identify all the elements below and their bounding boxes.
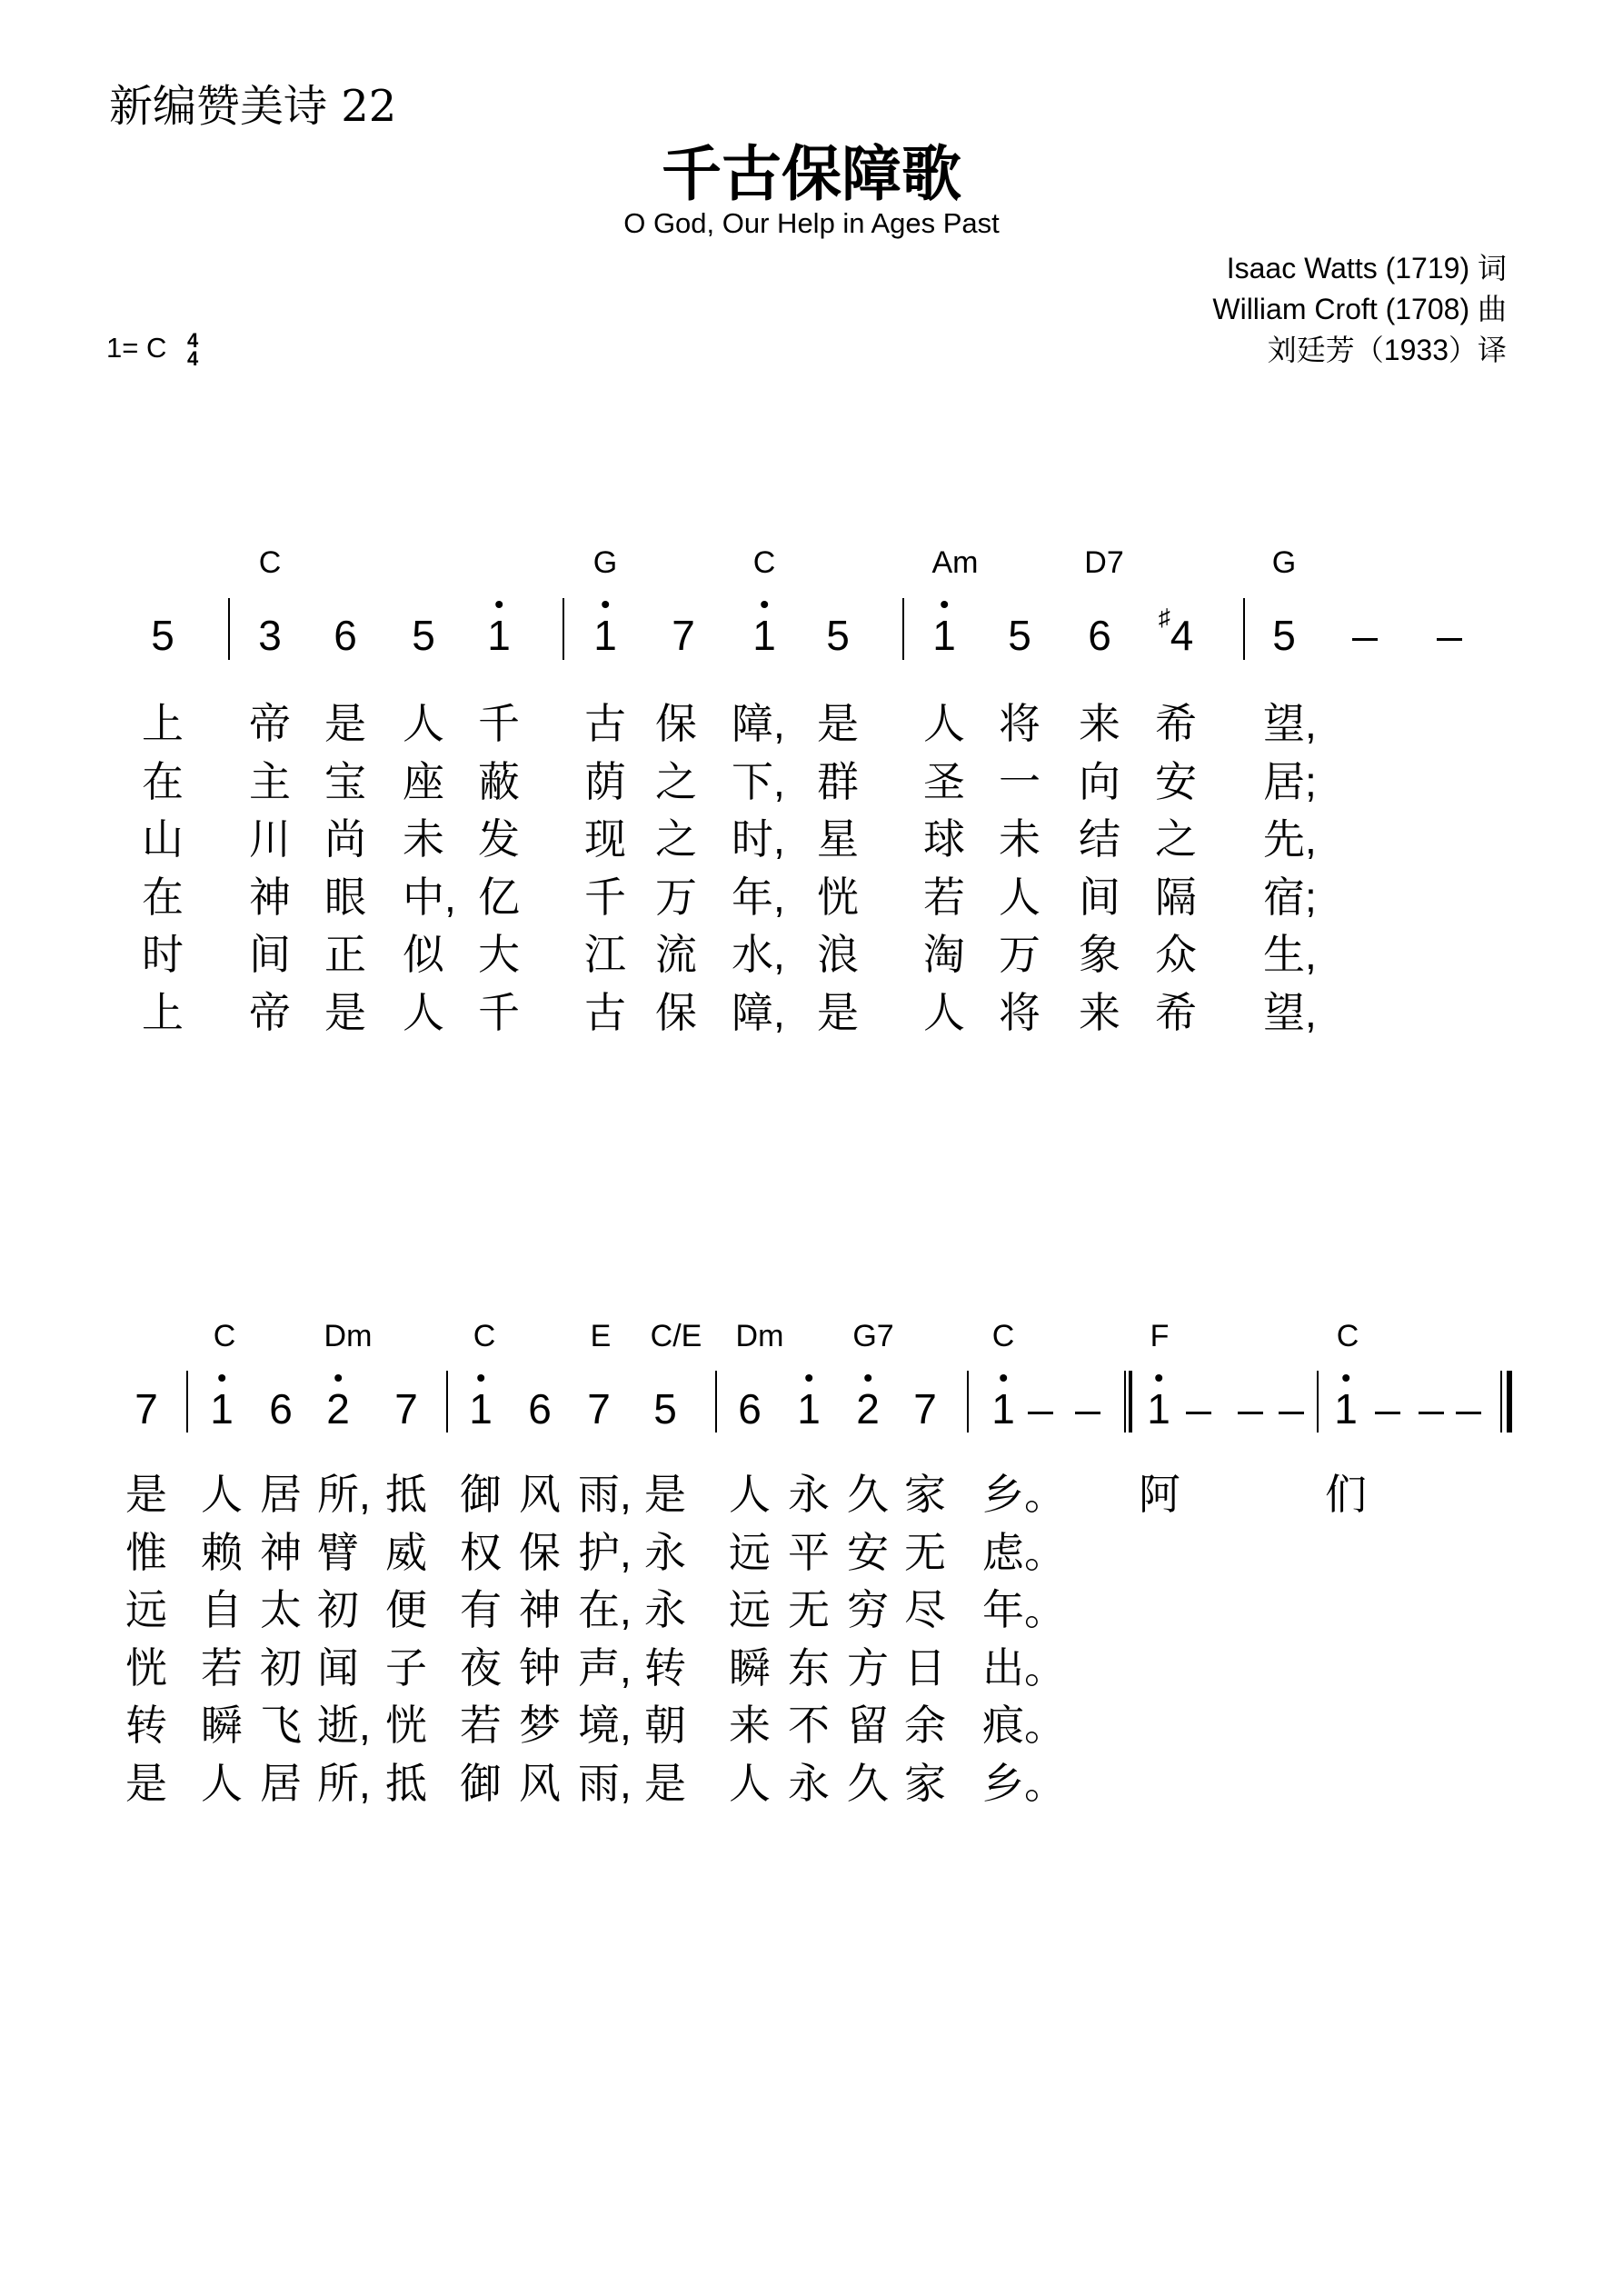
lyric-syllable: 抵 — [385, 1759, 427, 1807]
hold-dash — [1238, 1412, 1263, 1414]
lyric-syllable: 球 — [923, 815, 965, 863]
lyric-syllable: 御 — [460, 1471, 502, 1518]
note-digit: 1 — [752, 612, 776, 659]
chord-symbol: C — [1336, 1319, 1359, 1353]
high-octave-dot — [805, 1374, 812, 1382]
time-signature — [186, 329, 199, 370]
chord-symbol: D7 — [1084, 545, 1124, 580]
lyric-syllable: 永 — [644, 1586, 686, 1633]
lyric-syllable: 梦 — [519, 1702, 561, 1749]
lyric-syllable: 间 — [249, 931, 291, 978]
lyric-syllable: 古 — [584, 700, 626, 747]
final-barline — [1500, 1371, 1502, 1433]
hold-dash — [1437, 638, 1462, 641]
final-barline-thick — [1507, 1371, 1512, 1433]
lyric-syllable: 圣 — [923, 757, 965, 805]
note — [334, 611, 357, 660]
barline — [563, 598, 564, 660]
note — [151, 611, 174, 660]
lyric-syllable: 淘 — [923, 931, 965, 978]
lyric-syllable: 向 — [1079, 757, 1120, 805]
note-digit: 5 — [151, 612, 174, 659]
high-octave-dot — [761, 601, 768, 608]
lyric-syllable: 境, — [578, 1702, 632, 1749]
lyric-syllable: 希 — [1155, 988, 1197, 1036]
note — [653, 1384, 677, 1433]
lyric-syllable: 家 — [904, 1471, 946, 1518]
lyric-syllable: 人 — [403, 700, 444, 747]
key-label: 1= C — [106, 332, 167, 364]
note — [932, 611, 956, 660]
note — [738, 1384, 762, 1433]
lyric-syllable: 雨, — [578, 1759, 632, 1807]
note — [487, 611, 511, 660]
lyric-syllable: 护, — [578, 1528, 632, 1576]
note — [326, 1384, 350, 1433]
note — [269, 1384, 293, 1433]
lyric-syllable: 生, — [1263, 931, 1317, 978]
lyric-syllable: 是 — [125, 1471, 167, 1518]
barline — [186, 1371, 188, 1433]
lyric-syllable: 先, — [1263, 815, 1317, 863]
lyric-syllable: 子 — [385, 1643, 427, 1692]
lyric-syllable: 所, — [317, 1759, 371, 1807]
note-digit: 7 — [587, 1385, 611, 1433]
lyric-syllable: 上 — [142, 988, 184, 1036]
note-digit: 6 — [1088, 612, 1111, 659]
chord-symbol: C — [473, 1319, 496, 1353]
lyric-syllable: 之 — [655, 757, 697, 805]
note — [1272, 611, 1296, 660]
lyric-syllable: 久 — [847, 1759, 889, 1807]
lyric-syllable: 时, — [732, 815, 785, 863]
lyric-syllable: 转 — [644, 1643, 686, 1692]
high-octave-dot — [602, 601, 609, 608]
high-octave-dot — [941, 601, 948, 608]
chord-symbol: G — [592, 545, 618, 580]
lyric-syllable: 人 — [729, 1471, 771, 1518]
lyric-syllable: 风 — [519, 1759, 561, 1807]
lyric-syllable: 居; — [1263, 757, 1317, 805]
lyric-syllable: 帝 — [249, 988, 291, 1036]
lyric-syllable: 一 — [999, 757, 1041, 805]
note — [593, 611, 617, 660]
lyric-syllable: 余 — [904, 1702, 946, 1749]
lyric-syllable: 隔 — [1155, 873, 1197, 921]
hold-dash — [1186, 1412, 1211, 1414]
lyric-syllable: 穷 — [847, 1586, 889, 1633]
high-octave-dot — [864, 1374, 871, 1382]
lyric-syllable: 若 — [201, 1643, 243, 1692]
note — [826, 611, 850, 660]
lyric-syllable: 飞 — [260, 1702, 302, 1749]
lyric-syllable: 未 — [403, 815, 444, 863]
lyric-syllable: 正 — [324, 931, 366, 978]
lyric-syllable: 居 — [260, 1471, 302, 1518]
note-digit: 7 — [394, 1385, 418, 1433]
note — [528, 1384, 552, 1433]
lyric-syllable: 来 — [729, 1702, 771, 1749]
lyric-syllable: 人 — [923, 988, 965, 1036]
hold-dash — [1456, 1412, 1481, 1414]
chord-symbol: F — [1150, 1319, 1170, 1353]
lyric-syllable: 来 — [1079, 700, 1120, 747]
lyric-syllable: 久 — [847, 1471, 889, 1518]
lyric-syllable: 中, — [403, 873, 456, 921]
lyric-syllable: 恍 — [817, 873, 859, 921]
lyric-syllable: 永 — [788, 1759, 830, 1807]
high-octave-dot — [495, 601, 503, 608]
lyric-syllable: 出。 — [982, 1643, 1066, 1692]
chord-symbol: Dm — [735, 1319, 784, 1353]
lyric-syllable: 乡。 — [982, 1471, 1066, 1518]
note — [991, 1384, 1015, 1433]
lyric-syllable: 千 — [478, 988, 520, 1036]
lyric-syllable: 水, — [732, 931, 785, 978]
note-digit: 2 — [326, 1385, 350, 1433]
barline — [1317, 1371, 1319, 1433]
note — [469, 1384, 493, 1433]
lyric-syllable: 将 — [999, 988, 1041, 1036]
lyric-syllable: 在 — [142, 757, 184, 805]
lyric-syllable: 浪 — [817, 931, 859, 978]
lyric-syllable: 安 — [847, 1528, 889, 1576]
lyric-syllable: 帝 — [249, 700, 291, 747]
lyric-syllable: 群 — [817, 757, 859, 805]
chord-symbol: Am — [931, 545, 979, 580]
barline — [1243, 598, 1245, 660]
chord-symbol: G7 — [852, 1319, 894, 1353]
lyric-syllable: 不 — [788, 1702, 830, 1749]
chord-symbol: E — [590, 1319, 612, 1353]
lyric-syllable: 有 — [460, 1586, 502, 1633]
lyric-syllable: 神 — [260, 1528, 302, 1576]
lyric-syllable: 在 — [142, 873, 184, 921]
lyric-syllable: 上 — [142, 700, 184, 747]
chord-symbol: Dm — [324, 1319, 373, 1353]
note — [1158, 604, 1194, 660]
lyric-syllable: 亿 — [478, 873, 520, 921]
lyric-syllable: 来 — [1079, 988, 1120, 1036]
lyric-syllable: 们 — [1325, 1471, 1367, 1518]
note-digit: 5 — [1272, 612, 1296, 659]
lyric-syllable: 象 — [1079, 931, 1120, 978]
lyric-syllable: 保 — [655, 988, 697, 1036]
lyric-syllable: 初 — [260, 1643, 302, 1692]
lyric-syllable: 远 — [729, 1528, 771, 1576]
hold-dash — [1028, 1412, 1053, 1414]
note-digit: 1 — [932, 612, 956, 659]
lyric-syllable: 宝 — [324, 757, 366, 805]
lyric-syllable: 虑。 — [982, 1528, 1066, 1576]
hold-dash — [1419, 1412, 1444, 1414]
lyric-syllable: 望, — [1263, 988, 1317, 1036]
barline — [715, 1371, 717, 1433]
lyric-syllable: 是 — [324, 700, 366, 747]
note-digit: 1 — [991, 1385, 1015, 1433]
lyric-syllable: 现 — [584, 815, 626, 863]
note — [752, 611, 776, 660]
barline — [228, 598, 230, 660]
note-digit: 1 — [210, 1385, 234, 1433]
lyric-syllable: 家 — [904, 1759, 946, 1807]
barline — [967, 1371, 969, 1433]
lyric-syllable: 众 — [1155, 931, 1197, 978]
lyric-syllable: 恍 — [125, 1643, 167, 1692]
lyric-syllable: 若 — [460, 1702, 502, 1749]
hold-dash — [1279, 1412, 1304, 1414]
note — [1088, 611, 1111, 660]
lyric-syllable: 钟 — [519, 1643, 561, 1692]
lyric-syllable: 平 — [788, 1528, 830, 1576]
high-octave-dot — [334, 1374, 342, 1382]
lyric-syllable: 江 — [584, 931, 626, 978]
note — [394, 1384, 418, 1433]
lyric-syllable: 似 — [403, 931, 444, 978]
chord-symbol: C — [752, 545, 776, 580]
double-barline — [1124, 1371, 1132, 1433]
lyric-syllable: 人 — [999, 873, 1041, 921]
lyric-syllable: 主 — [249, 757, 291, 805]
lyric-syllable: 雨, — [578, 1471, 632, 1518]
lyric-syllable: 是 — [817, 700, 859, 747]
lyric-syllable: 便 — [385, 1586, 427, 1633]
lyric-syllable: 是 — [125, 1759, 167, 1807]
lyric-syllable: 山 — [142, 815, 184, 863]
lyric-syllable: 方 — [847, 1643, 889, 1692]
lyric-syllable: 永 — [788, 1471, 830, 1518]
note — [210, 1384, 234, 1433]
hymn-subtitle: O God, Our Help in Ages Past — [623, 207, 1000, 239]
lyric-syllable: 所, — [317, 1471, 371, 1518]
time-top: 4 — [186, 329, 199, 352]
high-octave-dot — [1155, 1374, 1162, 1382]
lyric-syllable: 若 — [923, 873, 965, 921]
note-digit: 4 — [1170, 612, 1194, 659]
high-octave-dot — [1000, 1374, 1007, 1382]
barline — [902, 598, 904, 660]
lyric-syllable: 万 — [999, 931, 1041, 978]
lyric-syllable: 远 — [125, 1586, 167, 1633]
lyric-syllable: 下, — [732, 757, 785, 805]
lyric-syllable: 蔽 — [478, 757, 520, 805]
lyric-syllable: 保 — [519, 1528, 561, 1576]
lyric-syllable: 居 — [260, 1759, 302, 1807]
translator-credit: 刘廷芳（1933）译 — [1267, 334, 1507, 366]
lyric-syllable: 发 — [478, 815, 520, 863]
note-digit: 6 — [738, 1385, 762, 1433]
lyric-syllable: 时 — [142, 931, 184, 978]
lyric-syllable: 威 — [385, 1528, 427, 1576]
note-digit: 5 — [653, 1385, 677, 1433]
note-digit: 6 — [334, 612, 357, 659]
lyric-syllable: 未 — [999, 815, 1041, 863]
key-signature — [106, 329, 199, 370]
chord-symbol: C/E — [650, 1319, 702, 1353]
note — [672, 611, 695, 660]
high-octave-dot — [1342, 1374, 1349, 1382]
lyric-syllable: 声, — [578, 1643, 632, 1692]
note-digit: 5 — [1008, 612, 1031, 659]
lyric-syllable: 障, — [732, 988, 785, 1036]
note — [1147, 1384, 1170, 1433]
lyric-syllable: 安 — [1155, 757, 1197, 805]
lyric-syllable: 人 — [923, 700, 965, 747]
lyric-syllable: 权 — [460, 1528, 502, 1576]
high-octave-dot — [218, 1374, 225, 1382]
note-digit: 1 — [487, 612, 511, 659]
lyric-syllable: 抵 — [385, 1471, 427, 1518]
note-digit: 2 — [856, 1385, 880, 1433]
time-bottom: 4 — [186, 347, 199, 370]
lyric-syllable: 千 — [478, 700, 520, 747]
lyric-syllable: 荫 — [584, 757, 626, 805]
chord-symbol: G — [1271, 545, 1297, 580]
lyric-syllable: 臂 — [317, 1528, 359, 1576]
lyric-syllable: 保 — [655, 700, 697, 747]
note-digit: 5 — [412, 612, 435, 659]
note-digit: 6 — [528, 1385, 552, 1433]
hold-dash — [1352, 638, 1378, 641]
lyric-syllable: 太 — [260, 1586, 302, 1633]
note — [1008, 611, 1031, 660]
lyric-syllable: 在, — [578, 1586, 632, 1633]
lyric-syllable: 人 — [729, 1759, 771, 1807]
lyric-syllable: 年, — [732, 873, 785, 921]
lyric-syllable: 永 — [644, 1528, 686, 1576]
note — [856, 1384, 880, 1433]
note-digit: 6 — [269, 1385, 293, 1433]
lyric-syllable: 转 — [125, 1702, 167, 1749]
lyric-syllable: 是 — [644, 1759, 686, 1807]
lyric-syllable: 人 — [201, 1471, 243, 1518]
lyric-syllable: 无 — [904, 1528, 946, 1576]
lyric-syllable: 远 — [729, 1586, 771, 1633]
lyric-syllable: 瞬 — [201, 1702, 243, 1749]
lyric-syllable: 古 — [584, 988, 626, 1036]
lyric-syllable: 乡。 — [982, 1759, 1066, 1807]
note — [913, 1384, 937, 1433]
lyric-syllable: 座 — [403, 757, 444, 805]
note-digit: 1 — [1334, 1385, 1358, 1433]
note-digit: 1 — [593, 612, 617, 659]
lyric-syllable: 之 — [1155, 815, 1197, 863]
lyric-syllable: 人 — [403, 988, 444, 1036]
hold-dash — [1375, 1412, 1400, 1414]
lyric-syllable: 尚 — [324, 815, 366, 863]
lyric-syllable: 初 — [317, 1586, 359, 1633]
lyric-syllable: 夜 — [460, 1643, 502, 1692]
lyric-syllable: 流 — [655, 931, 697, 978]
high-octave-dot — [477, 1374, 484, 1382]
lyric-syllable: 结 — [1079, 815, 1120, 863]
note — [134, 1384, 158, 1433]
lyric-syllable: 瞬 — [729, 1643, 771, 1692]
lyric-syllable: 万 — [655, 873, 697, 921]
lyric-syllable: 恍 — [385, 1702, 427, 1749]
lyric-syllable: 间 — [1079, 873, 1120, 921]
lyric-syllable: 日 — [904, 1643, 946, 1692]
lyric-syllable: 尽 — [904, 1586, 946, 1633]
lyric-syllable: 人 — [201, 1759, 243, 1807]
lyric-syllable: 赖 — [201, 1528, 243, 1576]
lyric-syllable: 是 — [817, 988, 859, 1036]
chord-symbol: C — [258, 545, 282, 580]
note — [258, 611, 282, 660]
note — [587, 1384, 611, 1433]
lyric-syllable: 自 — [201, 1586, 243, 1633]
note — [1334, 1384, 1358, 1433]
lyric-syllable: 星 — [817, 815, 859, 863]
hymn-title: 千古保障歌 — [662, 140, 961, 207]
lyric-syllable: 之 — [655, 815, 697, 863]
note — [797, 1384, 821, 1433]
lyric-syllable: 逝, — [317, 1702, 371, 1749]
lyric-syllable: 神 — [519, 1586, 561, 1633]
lyric-syllable: 年。 — [982, 1586, 1066, 1633]
note-digit: 1 — [469, 1385, 493, 1433]
chord-symbol: C — [213, 1319, 236, 1353]
lyricist-credit: Isaac Watts (1719) 词 — [1226, 252, 1507, 285]
hold-dash — [1075, 1412, 1100, 1414]
lyric-syllable: 留 — [847, 1702, 889, 1749]
lyric-syllable: 宿; — [1263, 873, 1317, 921]
lyric-syllable: 将 — [999, 700, 1041, 747]
lyric-syllable: 川 — [249, 815, 291, 863]
note-digit: 7 — [134, 1385, 158, 1433]
lyric-syllable: 希 — [1155, 700, 1197, 747]
sharp-accidental: ♯ — [1158, 604, 1170, 631]
note-digit: 3 — [258, 612, 282, 659]
lyric-syllable: 无 — [788, 1586, 830, 1633]
lyric-syllable: 是 — [324, 988, 366, 1036]
note-digit: 1 — [797, 1385, 821, 1433]
lyric-syllable: 望, — [1263, 700, 1317, 747]
barline — [446, 1371, 448, 1433]
note-digit: 1 — [1147, 1385, 1170, 1433]
composer-credit: William Croft (1708) 曲 — [1212, 293, 1507, 325]
lyric-syllable: 御 — [460, 1759, 502, 1807]
note — [412, 611, 435, 660]
note-digit: 5 — [826, 612, 850, 659]
chord-symbol: C — [991, 1319, 1015, 1353]
lyric-syllable: 障, — [732, 700, 785, 747]
lyric-syllable: 大 — [478, 931, 520, 978]
lyric-syllable: 东 — [788, 1643, 830, 1692]
lyric-syllable: 痕。 — [982, 1702, 1066, 1749]
lyric-syllable: 朝 — [644, 1702, 686, 1749]
lyric-syllable: 闻 — [317, 1643, 359, 1692]
lyric-syllable: 惟 — [125, 1528, 167, 1576]
lyric-syllable: 眼 — [324, 873, 366, 921]
lyric-syllable: 神 — [249, 873, 291, 921]
lyric-syllable: 千 — [584, 873, 626, 921]
lyric-syllable: 阿 — [1139, 1471, 1180, 1518]
lyric-syllable: 是 — [644, 1471, 686, 1518]
hymnal-number: 新编赞美诗 22 — [109, 81, 397, 132]
note-digit: 7 — [672, 612, 695, 659]
note-digit: 7 — [913, 1385, 937, 1433]
lyric-syllable: 风 — [519, 1471, 561, 1518]
